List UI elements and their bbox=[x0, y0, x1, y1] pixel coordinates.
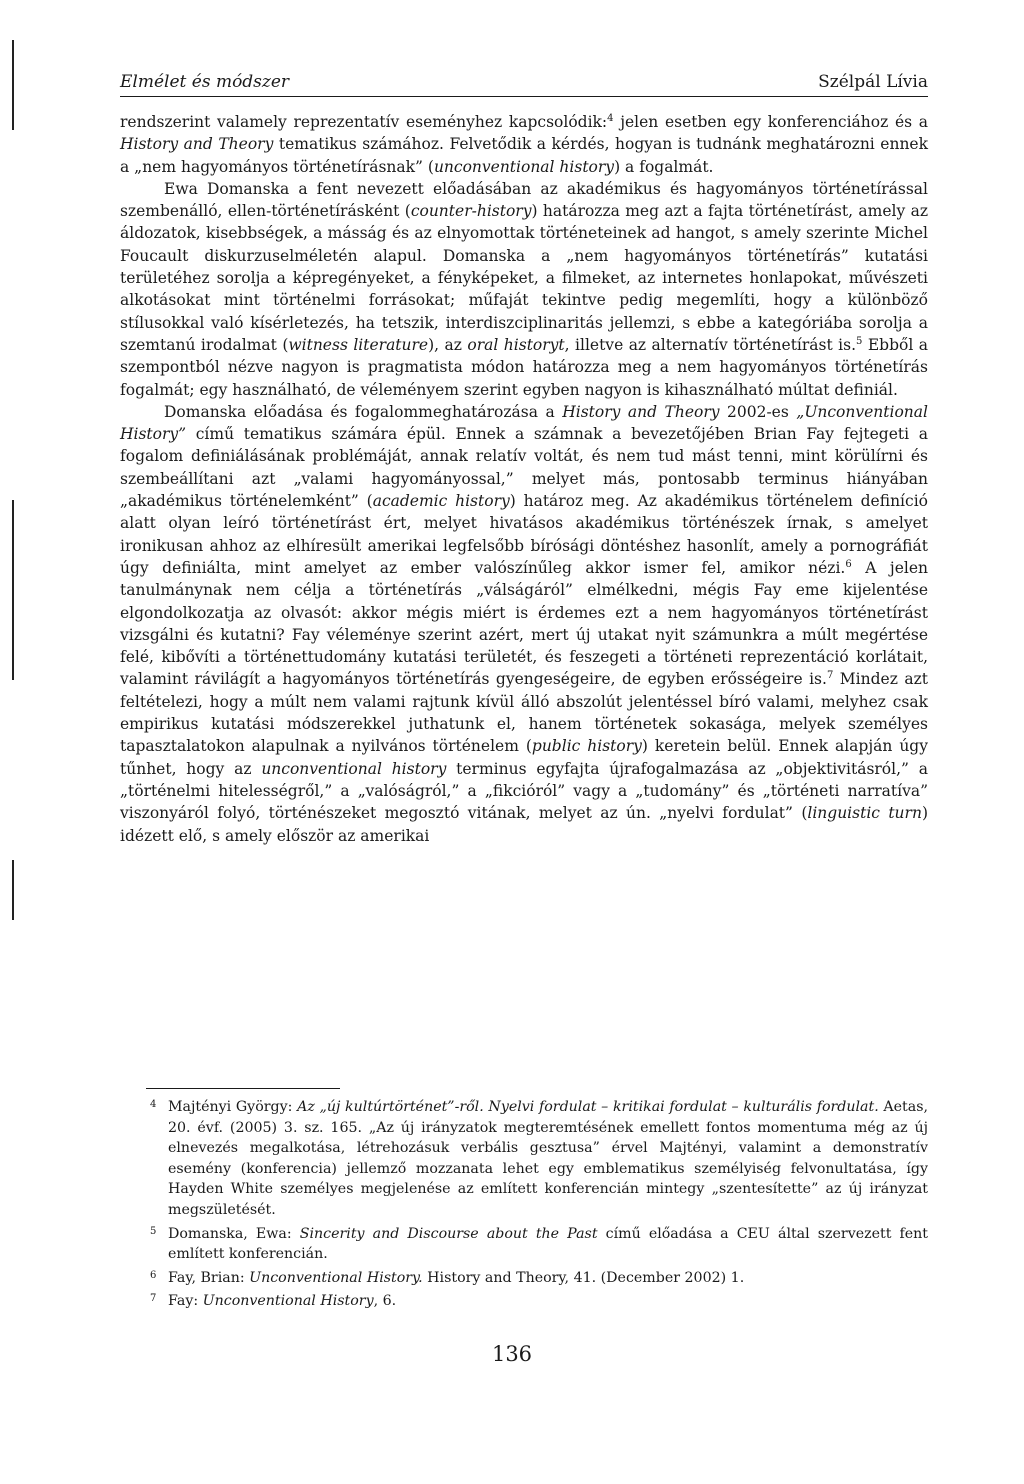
footnotes bbox=[146, 1097, 928, 1315]
footnote-6 bbox=[146, 1268, 928, 1289]
section-title: Elmélet és módszer bbox=[120, 72, 290, 92]
footnote-text: Majtényi György: Az „új kultúrtörténet”-ről. Nyelvi fordulat – kritikai fordulat – kulturális fordulat. Aetas, 20. évf. (2005) 3. sz. 165. „Az új irányzatok megteremtésének emellett fontos momentuma még az új elnevezés megalkotása, létrehozásuk verbális gesztusa” érvel Majtényi, valamint a demonstratív esemény (konferencia) jellemző mozzanata lehet egy emblematikus személyiség felvonultatása, így Hayden White személyes megjelenése az említett konferencián mintegy „szentesítette” az új irányzat megszületését. bbox=[168, 1099, 928, 1218]
author-name: Szélpál Lívia bbox=[818, 72, 928, 92]
page-number: 136 bbox=[491, 1342, 533, 1366]
footnote-text: Fay: Unconventional History, 6. bbox=[168, 1293, 397, 1310]
footnote-separator bbox=[146, 1088, 340, 1089]
footnote-text: Domanska, Ewa: Sincerity and Discourse about the Past című előadása a CEU által szervezett fent említett konferencián. bbox=[168, 1225, 928, 1263]
scan-edge-mark bbox=[12, 40, 14, 130]
scan-edge-mark bbox=[12, 500, 14, 680]
footnote-5 bbox=[146, 1224, 928, 1265]
footnote-4 bbox=[146, 1097, 928, 1221]
scan-edge-mark bbox=[12, 860, 14, 920]
paragraph-3: Domanska előadása és fogalommeghatározása a History and Theory 2002-es „Unconventional History” című tematikus számára épül. Ennek a számnak a bevezetőjében Brian Fay fejtegeti a fogalom definiálásának problémáját, annak relatív voltát, és nem tud mást tenni, mint körülírni és szembeállítani azt „valami hagyományossal,” melyet más, pontosabb terminus hiányában „akadémikus történelemként” (academic history) határoz meg. Az akadémikus történelem definíció alatt olyan leíró történetírást ért, melyet hivatásos akadémikus történészek írnak, s amelyet ironikusan ahhoz az elhíresült amerikai legfelsőbb bírósági döntéshez hasonlít, amely a pornográfiát úgy definiálta, mint amelyet az ember valószínűleg akkor ismer fel, amikor nézi.$^6$ A jelen tanulmánynak nem célja a történetírás „válságáról” elmélkedni, mégis Fay eme kijelentése elgondolkozatja az olvasót: akkor mégis miért is érdemes ezt a nem hagyományos történetírást vizsgálni és kutatni? Fay véleménye szerint azért, mert új utakat nyit számunkra a múlt megértése felé, kibővíti a történettudomány kutatási területét, és feszegeti a történeti reprezentáció korlátait, valamint rávilágít a hagyományos történetírás gyengeségeire, de egyben erősségeire is.$^7$ Mindez azt feltételezi, hogy a múlt nem valami rajtunk kívül álló abszolút jelentéssel bíró valami, melyhez csak empirikus kutatási módszerekkel juthatunk el, hanem történetek sokasága, melyek személyes tapasztalatokon alapulnak a nyilvános történelem (public history) keretein belül. Ennek alapján úgy tűnhet, hogy az unconventional history terminus egyfajta újrafogalmazása az „objektivitásról,” a „történelmi hitelességről,” a „valóságról,” a „fikcióról” vagy a „tudomány” és „történeti narratíva” viszonyáról folyó, történészeket megosztó vitának, melyet az ún. „nyelvi fordulat” (linguistic turn) idézett elő, s amely először az amerikai bbox=[120, 402, 929, 845]
footnote-number: 7 bbox=[150, 1293, 157, 1305]
footnote-ref-4[interactable]: 4 bbox=[607, 112, 614, 124]
running-header bbox=[120, 72, 928, 97]
footnote-7 bbox=[146, 1291, 928, 1312]
footnote-ref-7[interactable]: 7 bbox=[826, 670, 834, 682]
main-text bbox=[120, 111, 928, 847]
footnote-number: 5 bbox=[150, 1225, 157, 1237]
footnote-ref-5[interactable]: 5 bbox=[856, 335, 863, 347]
paragraph-1: rendszerint valamely reprezentatív eseményhez kapcsolódik:$^4$ jelen esetben egy konferenciához és a History and Theory tematikus számához. Felvetődik a kérdés, hogyan is tudnánk meghatározni ennek a „nem hagyományos történetírásnak” (unconventional history) a fogalmát. bbox=[120, 112, 928, 176]
footnote-ref-6[interactable]: 6 bbox=[845, 558, 852, 570]
footnote-number: 6 bbox=[150, 1269, 157, 1281]
paragraph-2: Ewa Domanska a fent nevezett előadásában az akadémikus és hagyományos történetírással szembenálló, ellen-történetírásként (counter-history) határozza meg azt a fajta történetírást, amely az áldozatok, kisebbségek, a másság és az elnyomottak történeteinek ad hangot, s amely szerinte Michel Foucault diskurzuselméletén alapul. Domanska a „nem hagyományos történetírás” kutatási területéhez sorolja a képregényeket, a fényképeket, a filmeket, az internetes honlapokat, művészeti alkotásokat mint történelmi forrásokat; műfaját tekintve pedig megemlíti, hogy a különböző stílusokkal való kísérletezés, ha tetszik, interdiszciplinaritás jellemzi, s ebbe a kategóriába sorolja a szemtanú irodalmat (witness literature), az oral historyt, illetve az alternatív történetírást is.$^5$ Ebből a szempontból nézve nagyon is pragmatista módon határozza meg a nem hagyományos történetírás fogalmát; egy használható, de véleményem szerint egyben nagyon is kihasználható múltat definiál. bbox=[120, 179, 928, 399]
footnote-number: 4 bbox=[150, 1099, 157, 1110]
footnote-text: Fay, Brian: Unconventional History. History and Theory, 41. (December 2002) 1. bbox=[168, 1269, 745, 1286]
